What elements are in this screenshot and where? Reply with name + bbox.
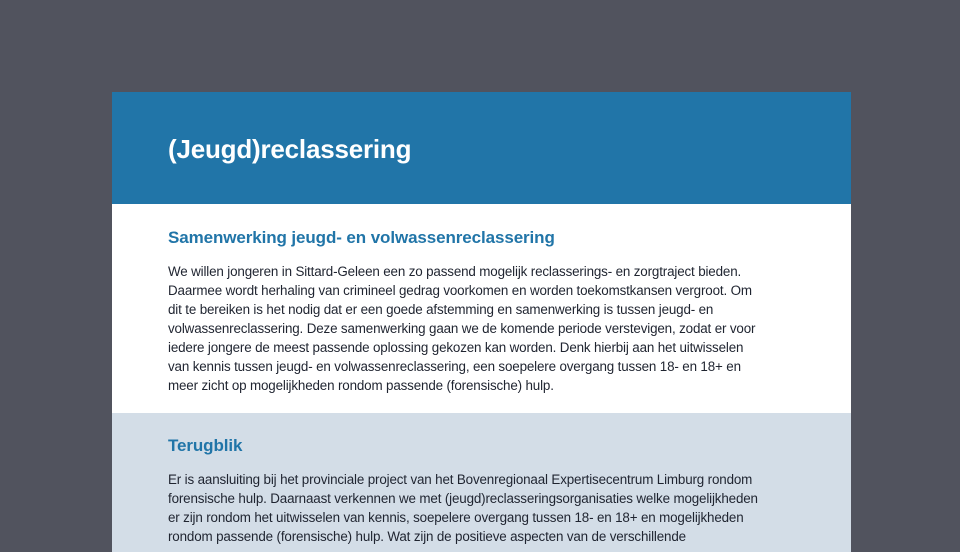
page-title: (Jeugd)reclassering <box>168 134 412 164</box>
section-heading: Samenwerking jeugd- en volwassenreclassering <box>168 228 555 247</box>
paragraph-line: Daarmee wordt herhaling van crimineel gedrag voorkomen en worden toekomstkansen vergroot. Om <box>168 283 752 298</box>
paragraph-line: van kennis tussen jeugd- en volwassenreclassering, een soepelere overgang tussen 18- en 18+ en <box>168 359 741 374</box>
paragraph-line: We willen jongeren in Sittard-Geleen een zo passend mogelijk reclasserings- en zorgtraject bieden. <box>168 264 742 279</box>
document-card <box>112 92 851 552</box>
paragraph-line: dit te bereiken is het nodig dat er een goede afstemming en samenwerking is tussen jeugd- en <box>168 302 714 317</box>
paragraph-line: er zijn rondom het uitwisselen van kennis, soepelere overgang tussen 18- en 18+ en mogelijkheden <box>168 510 744 525</box>
section-paragraph <box>168 470 795 546</box>
paragraph-line: iedere jongere de meest passende oplossing gekozen kan worden. Denk hierbij aan het uitwisselen <box>168 340 744 355</box>
paragraph-line: rondom passende (forensische) hulp. Wat zijn de positieve aspecten van de verschillende <box>168 529 686 544</box>
paragraph-line: volwassenreclassering. Deze samenwerking gaan we de komende periode verstevigen, zodat er voor <box>168 321 756 336</box>
page-header <box>112 92 851 204</box>
section-paragraph <box>168 262 795 395</box>
paragraph-line: meer zicht op mogelijkheden rondom passende (forensische) hulp. <box>168 378 554 393</box>
paragraph-line: forensische hulp. Daarnaast verkennen we met (jeugd)reclasseringsorganisaties welke mogelijkheden <box>168 491 758 506</box>
section-heading: Terugblik <box>168 436 243 455</box>
section-samenwerking <box>112 204 851 413</box>
paragraph-line: Er is aansluiting bij het provinciale project van het Bovenregionaal Expertisecentrum Limburg rondom <box>168 472 753 487</box>
section-terugblik <box>112 413 851 552</box>
